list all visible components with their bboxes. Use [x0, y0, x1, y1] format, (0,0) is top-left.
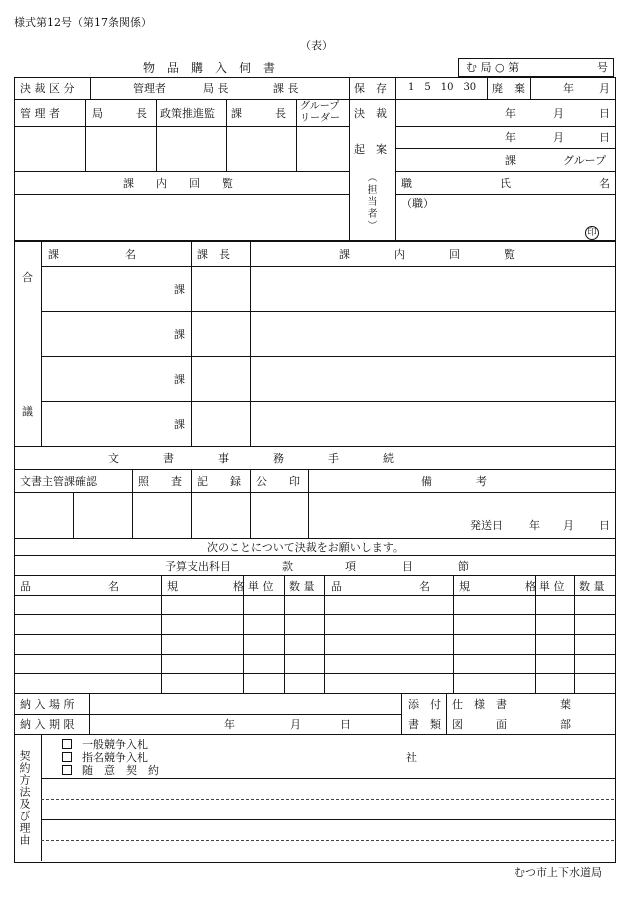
sent-month: 月 — [563, 519, 574, 532]
row2-group-leader-label: グループ リーダー — [300, 101, 340, 124]
col-spec-right: 規 格 — [459, 580, 536, 593]
drawing-label: 図 面 — [452, 718, 507, 731]
col-unit-right: 単 位 — [539, 580, 565, 593]
col-qty-left: 数 量 — [289, 580, 315, 593]
drafted-year: 年 — [505, 131, 516, 144]
col-section-chief: 課 長 — [197, 248, 230, 261]
contract-option-label: 随 意 契 約 — [82, 764, 159, 777]
budget-item-label: 予算支出科目 — [165, 560, 231, 573]
doc-number-suffix: 号 — [597, 61, 608, 74]
public-seal-label: 公 印 — [256, 475, 300, 488]
col-item-right: 品 名 — [331, 580, 430, 593]
decision-year: 年 — [505, 107, 516, 120]
form-side: （表） — [300, 39, 333, 52]
circulation-label: 課 内 回 覧 — [123, 177, 233, 190]
col-item-left: 品 名 — [20, 580, 119, 593]
section-suffix: 課 — [505, 154, 516, 167]
form-title: 物 品 購 入 伺 書 — [143, 61, 276, 75]
delivery-day: 日 — [340, 718, 351, 731]
record-label: 記 録 — [197, 475, 241, 488]
position-paren: （職） — [401, 197, 434, 210]
sent-day: 日 — [599, 519, 610, 532]
sent-date-label: 発送日 — [470, 519, 503, 532]
bureau-chief-label: 局 長 — [203, 82, 229, 95]
disposal-year: 年 — [563, 82, 574, 95]
decision-day: 日 — [599, 107, 610, 120]
budget-kan: 款 — [282, 560, 293, 573]
check-label: 照 査 — [138, 475, 182, 488]
main-confirm-label: 文書主管課確認 — [20, 475, 97, 488]
doc-number-prefix: む 局 ○ 第 — [466, 61, 520, 74]
consult-row-4: 課 — [174, 418, 185, 431]
checkbox-icon[interactable] — [62, 752, 72, 762]
spec-sheet-label: 仕 様 書 — [452, 698, 507, 711]
sent-year: 年 — [529, 519, 540, 532]
checkbox-icon[interactable] — [62, 739, 72, 749]
col-circulation: 課 内 回 覧 — [339, 248, 515, 261]
col-unit-left: 単 位 — [248, 580, 274, 593]
name-suffix: 名 — [599, 177, 610, 190]
group-suffix: グループ — [563, 154, 607, 167]
drafted-day: 日 — [599, 131, 610, 144]
checkbox-icon[interactable] — [62, 765, 72, 775]
budget-kou: 項 — [345, 560, 356, 573]
footer-org: むつ市上下水道局 — [514, 866, 602, 879]
disposal-label: 廃 棄 — [492, 82, 525, 95]
form-number: 様式第12号（第17条関係） — [14, 16, 152, 29]
budget-setsu: 節 — [458, 560, 469, 573]
section-chief-label: 課 長 — [273, 82, 299, 95]
col-section-name: 課 名 — [48, 248, 136, 261]
manager-label: 管理者 — [133, 82, 166, 95]
seal-mark: 印 — [585, 226, 599, 240]
delivery-period-label: 納 入 期 限 — [20, 718, 75, 731]
delivery-month: 月 — [290, 718, 301, 731]
col-qty-right: 数 量 — [579, 580, 605, 593]
company-suffix: 社 — [406, 751, 417, 764]
row2-policy-label: 政策推進監 — [160, 107, 215, 120]
name-label: 氏 — [500, 177, 511, 190]
contract-option-label: 指名競争入札 — [82, 751, 148, 764]
retention-label: 保 存 — [354, 82, 387, 95]
doc-affairs-heading: 文 書 事 務 手 続 — [108, 452, 394, 465]
position-label: 職 — [401, 177, 412, 190]
decision-month: 月 — [553, 107, 564, 120]
attached-label-2: 書 類 — [408, 718, 441, 731]
contract-option-private[interactable] — [62, 765, 159, 776]
row2-section-label: 課 長 — [231, 107, 286, 120]
row2-manager-label: 管 理 者 — [20, 107, 60, 120]
contract-option-designated[interactable] — [62, 752, 148, 763]
drafted-month: 月 — [553, 131, 564, 144]
budget-moku: 目 — [402, 560, 413, 573]
drafter-label: （担当者） — [365, 172, 376, 232]
delivery-place-label: 納 入 場 所 — [20, 698, 75, 711]
consult-row-1: 課 — [174, 283, 185, 296]
row2-bureau-label: 局 長 — [92, 107, 147, 120]
retention-years[interactable]: 1 5 10 30 — [408, 82, 477, 93]
consult-label-bottom: 議 — [22, 405, 33, 418]
contract-option-label: 一般競争入札 — [82, 738, 148, 751]
copies-unit: 部 — [560, 718, 571, 731]
decision-label: 決 裁 — [354, 107, 387, 120]
attached-label-1: 添 付 — [408, 698, 441, 711]
consult-row-2: 課 — [174, 328, 185, 341]
decision-class-label: 決 裁 区 分 — [20, 82, 75, 95]
delivery-year: 年 — [224, 718, 235, 731]
col-spec-left: 規 格 — [167, 580, 244, 593]
contract-option-general[interactable] — [62, 739, 148, 750]
sheets-unit: 葉 — [560, 698, 571, 711]
remarks-label: 備 考 — [421, 475, 487, 488]
request-statement: 次のことについて決裁をお願いします。 — [207, 541, 404, 554]
drafted-label: 起 案 — [354, 143, 387, 156]
consult-row-3: 課 — [174, 373, 185, 386]
consult-label-top: 合 — [22, 271, 33, 284]
disposal-month: 月 — [599, 82, 610, 95]
contract-label: 契約方法及び理由 — [18, 750, 31, 846]
